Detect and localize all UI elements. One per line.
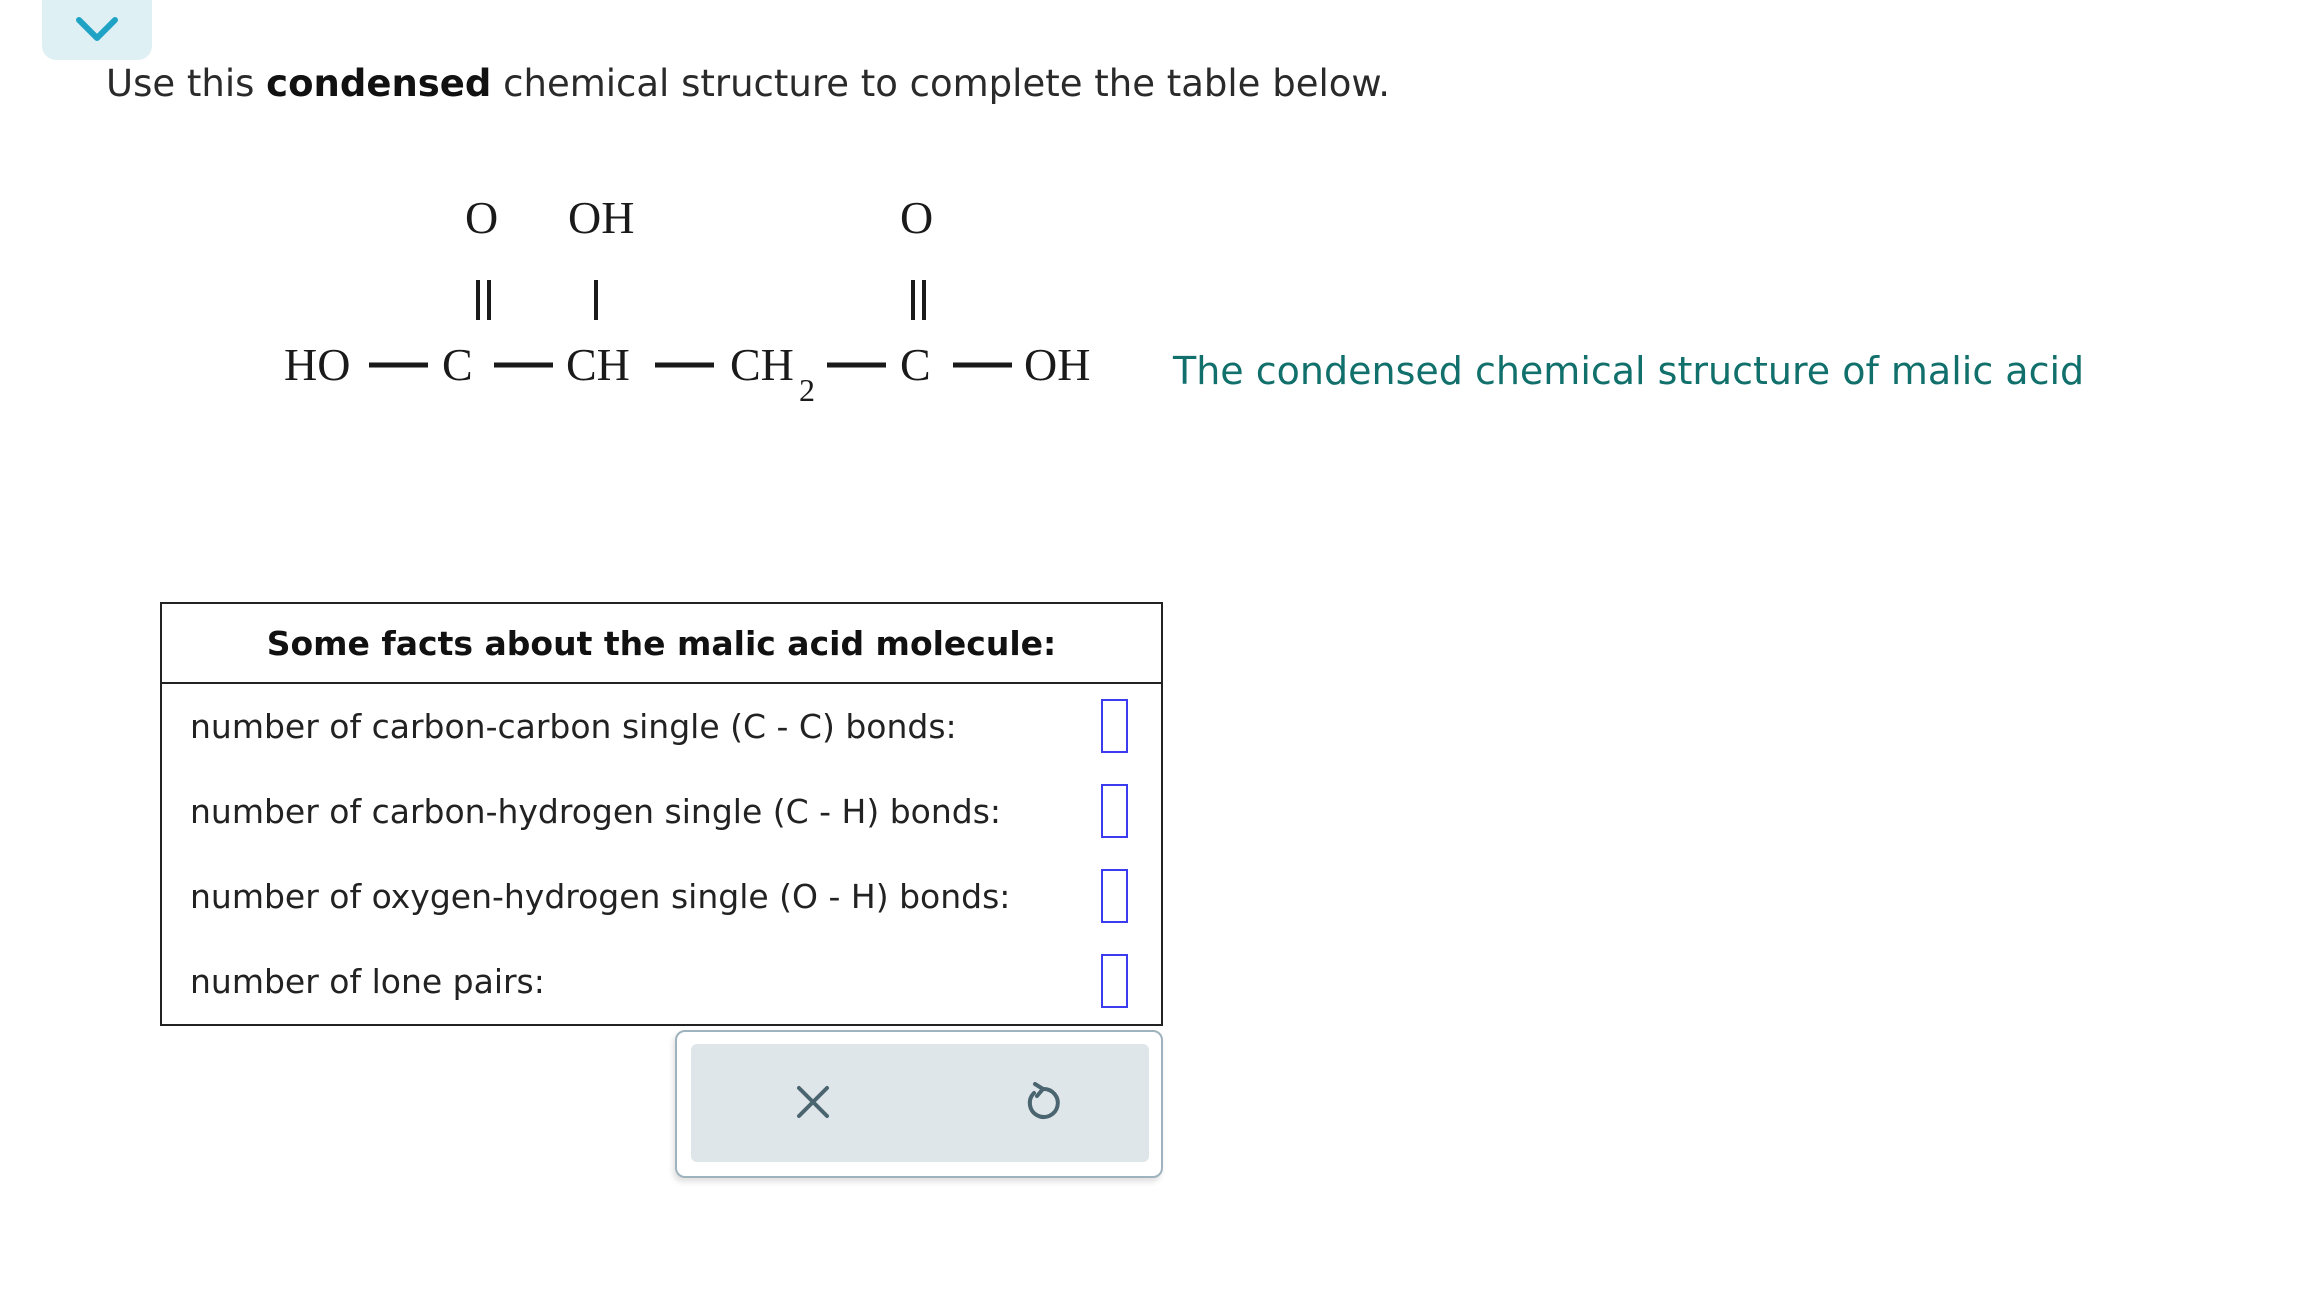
carbon-4: C: [900, 339, 931, 390]
structure-drawing: [270, 185, 1130, 435]
carbon-3: CH: [730, 339, 794, 390]
prompt-text-end: chemical structure to complete the table below.: [491, 62, 1390, 105]
cc-bonds-input[interactable]: [1101, 699, 1128, 753]
undo-icon: [1022, 1081, 1064, 1123]
clear-button[interactable]: [785, 1074, 841, 1130]
fact-label-oh-bonds: number of oxygen-hydrogen single (O - H) bonds:: [190, 877, 1011, 916]
hydroxyl-right: OH: [1024, 339, 1091, 390]
answer-actions-panel: [675, 1030, 1163, 1178]
malic-acid-structure: [270, 185, 1130, 435]
fact-row-ch-bonds: [162, 769, 1161, 854]
carbon-1: C: [442, 339, 473, 390]
collapse-toggle[interactable]: [42, 0, 152, 60]
carbonyl-oxygen-1: O: [465, 192, 499, 243]
fact-label-ch-bonds: number of carbon-hydrogen single (C - H) bonds:: [190, 792, 1002, 831]
fact-row-cc-bonds: [162, 684, 1161, 769]
fact-label-cc-bonds: number of carbon-carbon single (C - C) bonds:: [190, 707, 957, 746]
fact-row-oh-bonds: [162, 854, 1161, 939]
facts-table: [160, 602, 1163, 1026]
prompt-emphasis: condensed: [266, 62, 492, 105]
carbonyl-oxygen-2: O: [900, 192, 934, 243]
prompt-text-start: Use this: [106, 62, 267, 105]
undo-button[interactable]: [1015, 1074, 1071, 1130]
lone-pairs-input[interactable]: [1101, 954, 1128, 1008]
structure-caption: The condensed chemical structure of malic acid: [1173, 349, 2085, 393]
question-prompt: [106, 62, 1390, 105]
hydroxyl-group-top: OH: [568, 192, 635, 243]
fact-label-lone-pairs: number of lone pairs:: [190, 962, 545, 1001]
chevron-down-icon: [74, 14, 120, 44]
hydroxyl-left: HO: [284, 339, 351, 390]
oh-bonds-input[interactable]: [1101, 869, 1128, 923]
facts-table-header: Some facts about the malic acid molecule:: [162, 604, 1161, 684]
close-icon: [795, 1084, 831, 1120]
answer-actions-bar: [691, 1044, 1149, 1162]
ch-bonds-input[interactable]: [1101, 784, 1128, 838]
fact-row-lone-pairs: [162, 939, 1161, 1024]
carbon-2: CH: [566, 339, 630, 390]
ch2-subscript: 2: [799, 372, 815, 408]
